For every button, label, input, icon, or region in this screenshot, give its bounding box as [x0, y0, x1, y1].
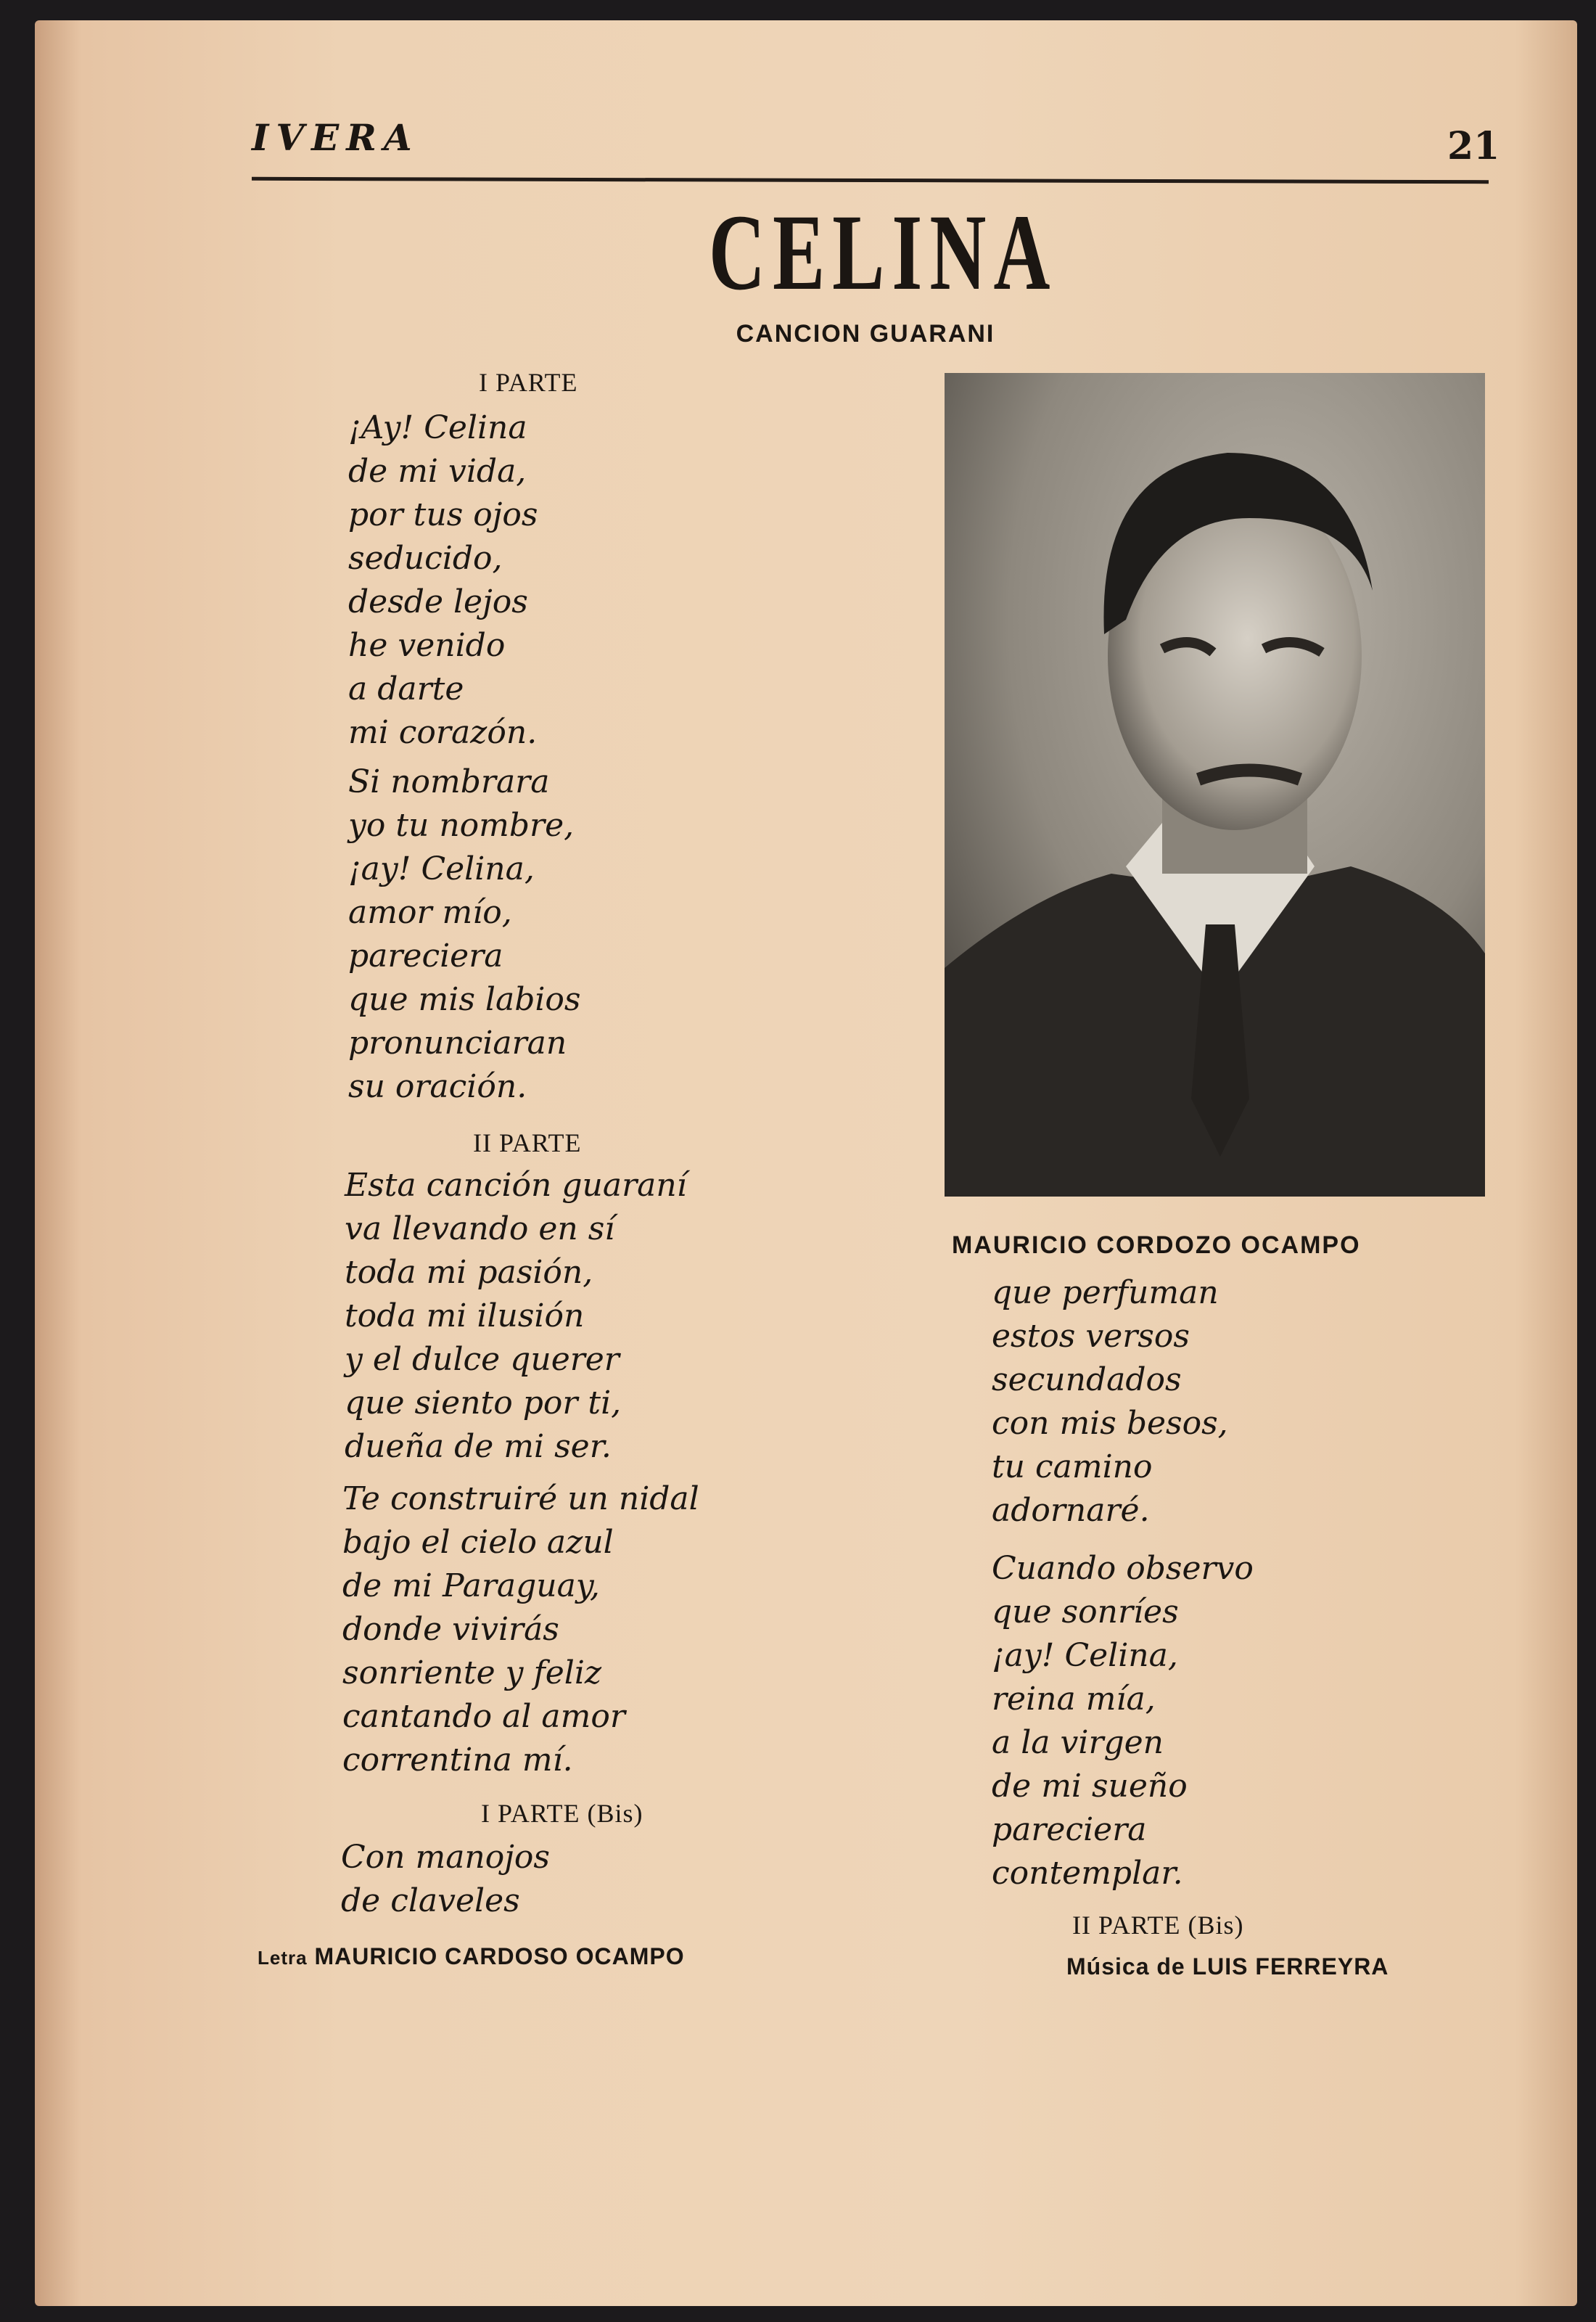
song-subtitle: CANCION GUARANI: [736, 320, 995, 348]
lyric-line: que sonríes: [992, 1593, 1179, 1630]
lyric-line: que mis labios: [348, 981, 581, 1018]
lyric-line: su oración.: [348, 1068, 527, 1105]
lyric-line: pareciera: [348, 938, 503, 975]
lyric-line: de mi vida,: [348, 453, 527, 490]
lyric-line: ¡Ay! Celina: [348, 409, 527, 446]
stanza-5: [341, 1836, 550, 1923]
composer-name: LUIS FERREYRA: [1192, 1953, 1389, 1980]
lyrics-credit-prefix: Letra: [258, 1947, 308, 1969]
lyric-line: toda mi ilusión: [345, 1297, 585, 1334]
lyric-line: yo tu nombre,: [348, 807, 575, 844]
portrait-illustration: [945, 373, 1485, 1197]
lyric-line: que siento por ti,: [345, 1384, 622, 1421]
lyric-line: mi corazón.: [348, 714, 538, 751]
lyric-line: Te construiré un nidal: [342, 1480, 699, 1517]
stanza-3: [345, 1164, 687, 1469]
lyric-line: dueña de mi ser.: [345, 1428, 612, 1465]
portrait-photo: [945, 373, 1485, 1197]
section-label-part-2-bis: II PARTE (Bis): [1072, 1911, 1244, 1940]
section-label-part-1-bis: I PARTE (Bis): [481, 1799, 643, 1828]
lyric-line: adornaré.: [992, 1492, 1150, 1529]
photo-caption: MAURICIO CORDOZO OCAMPO: [952, 1231, 1361, 1259]
lyric-line: reina mía,: [992, 1681, 1156, 1718]
section-label-part-2: II PARTE: [473, 1128, 582, 1157]
stanza-right-1: [992, 1271, 1228, 1533]
lyric-line: toda mi pasión,: [345, 1254, 593, 1291]
lyric-line: he venido: [348, 627, 506, 664]
lyric-line: va llevando en sí: [345, 1210, 615, 1247]
lyric-line: por tus ojos: [348, 496, 538, 533]
lyrics-credit: [258, 1942, 685, 1972]
lyric-line: cantando al amor: [342, 1698, 625, 1735]
page-number: 21: [1447, 124, 1500, 168]
lyric-line: Con manojos: [341, 1839, 550, 1876]
lyric-line: y el dulce querer: [345, 1341, 620, 1378]
running-header: IVERA: [252, 116, 419, 159]
lyric-line: a la virgen: [992, 1724, 1164, 1761]
section-label-part-1: I PARTE: [479, 368, 578, 397]
lyric-line: tu camino: [992, 1448, 1153, 1485]
lyric-line: seducido,: [348, 540, 503, 577]
lyric-line: a darte: [348, 670, 464, 707]
lyric-line: con mis besos,: [992, 1405, 1228, 1442]
lyric-line: donde vivirás: [342, 1611, 559, 1648]
lyric-line: de claveles: [341, 1882, 520, 1919]
lyric-line: de mi sueño: [992, 1768, 1188, 1805]
lyric-line: Si nombrara: [348, 763, 550, 800]
lyric-line: sonriente y feliz: [342, 1654, 602, 1691]
lyric-line: Cuando observo: [992, 1550, 1254, 1587]
song-title: CELINA: [709, 192, 1058, 313]
lyric-line: desde lejos: [348, 583, 528, 620]
stanza-right-2: [992, 1547, 1254, 1895]
lyric-line: secundados: [992, 1361, 1182, 1398]
lyric-line: ¡ay! Celina,: [348, 850, 535, 887]
stanza-2: [348, 760, 581, 1109]
lyric-line: estos versos: [992, 1318, 1190, 1355]
lyric-line: que perfuman: [992, 1274, 1219, 1311]
music-credit: [1066, 1952, 1389, 1981]
lyric-line: contemplar.: [992, 1855, 1183, 1892]
music-credit-prefix: Música de: [1066, 1953, 1185, 1980]
lyric-line: ¡ay! Celina,: [992, 1637, 1178, 1674]
stanza-4: [342, 1477, 699, 1782]
lyric-line: bajo el cielo azul: [342, 1524, 614, 1561]
stanza-1: [348, 406, 538, 755]
lyricist-name: MAURICIO CARDOSO OCAMPO: [314, 1943, 685, 1969]
lyric-line: pronunciaran: [348, 1025, 567, 1062]
lyric-line: Esta canción guaraní: [345, 1167, 687, 1204]
lyric-line: amor mío,: [348, 894, 512, 931]
lyric-line: de mi Paraguay,: [342, 1567, 600, 1604]
lyric-line: correntina mí.: [342, 1742, 573, 1779]
lyric-line: pareciera: [992, 1811, 1147, 1848]
